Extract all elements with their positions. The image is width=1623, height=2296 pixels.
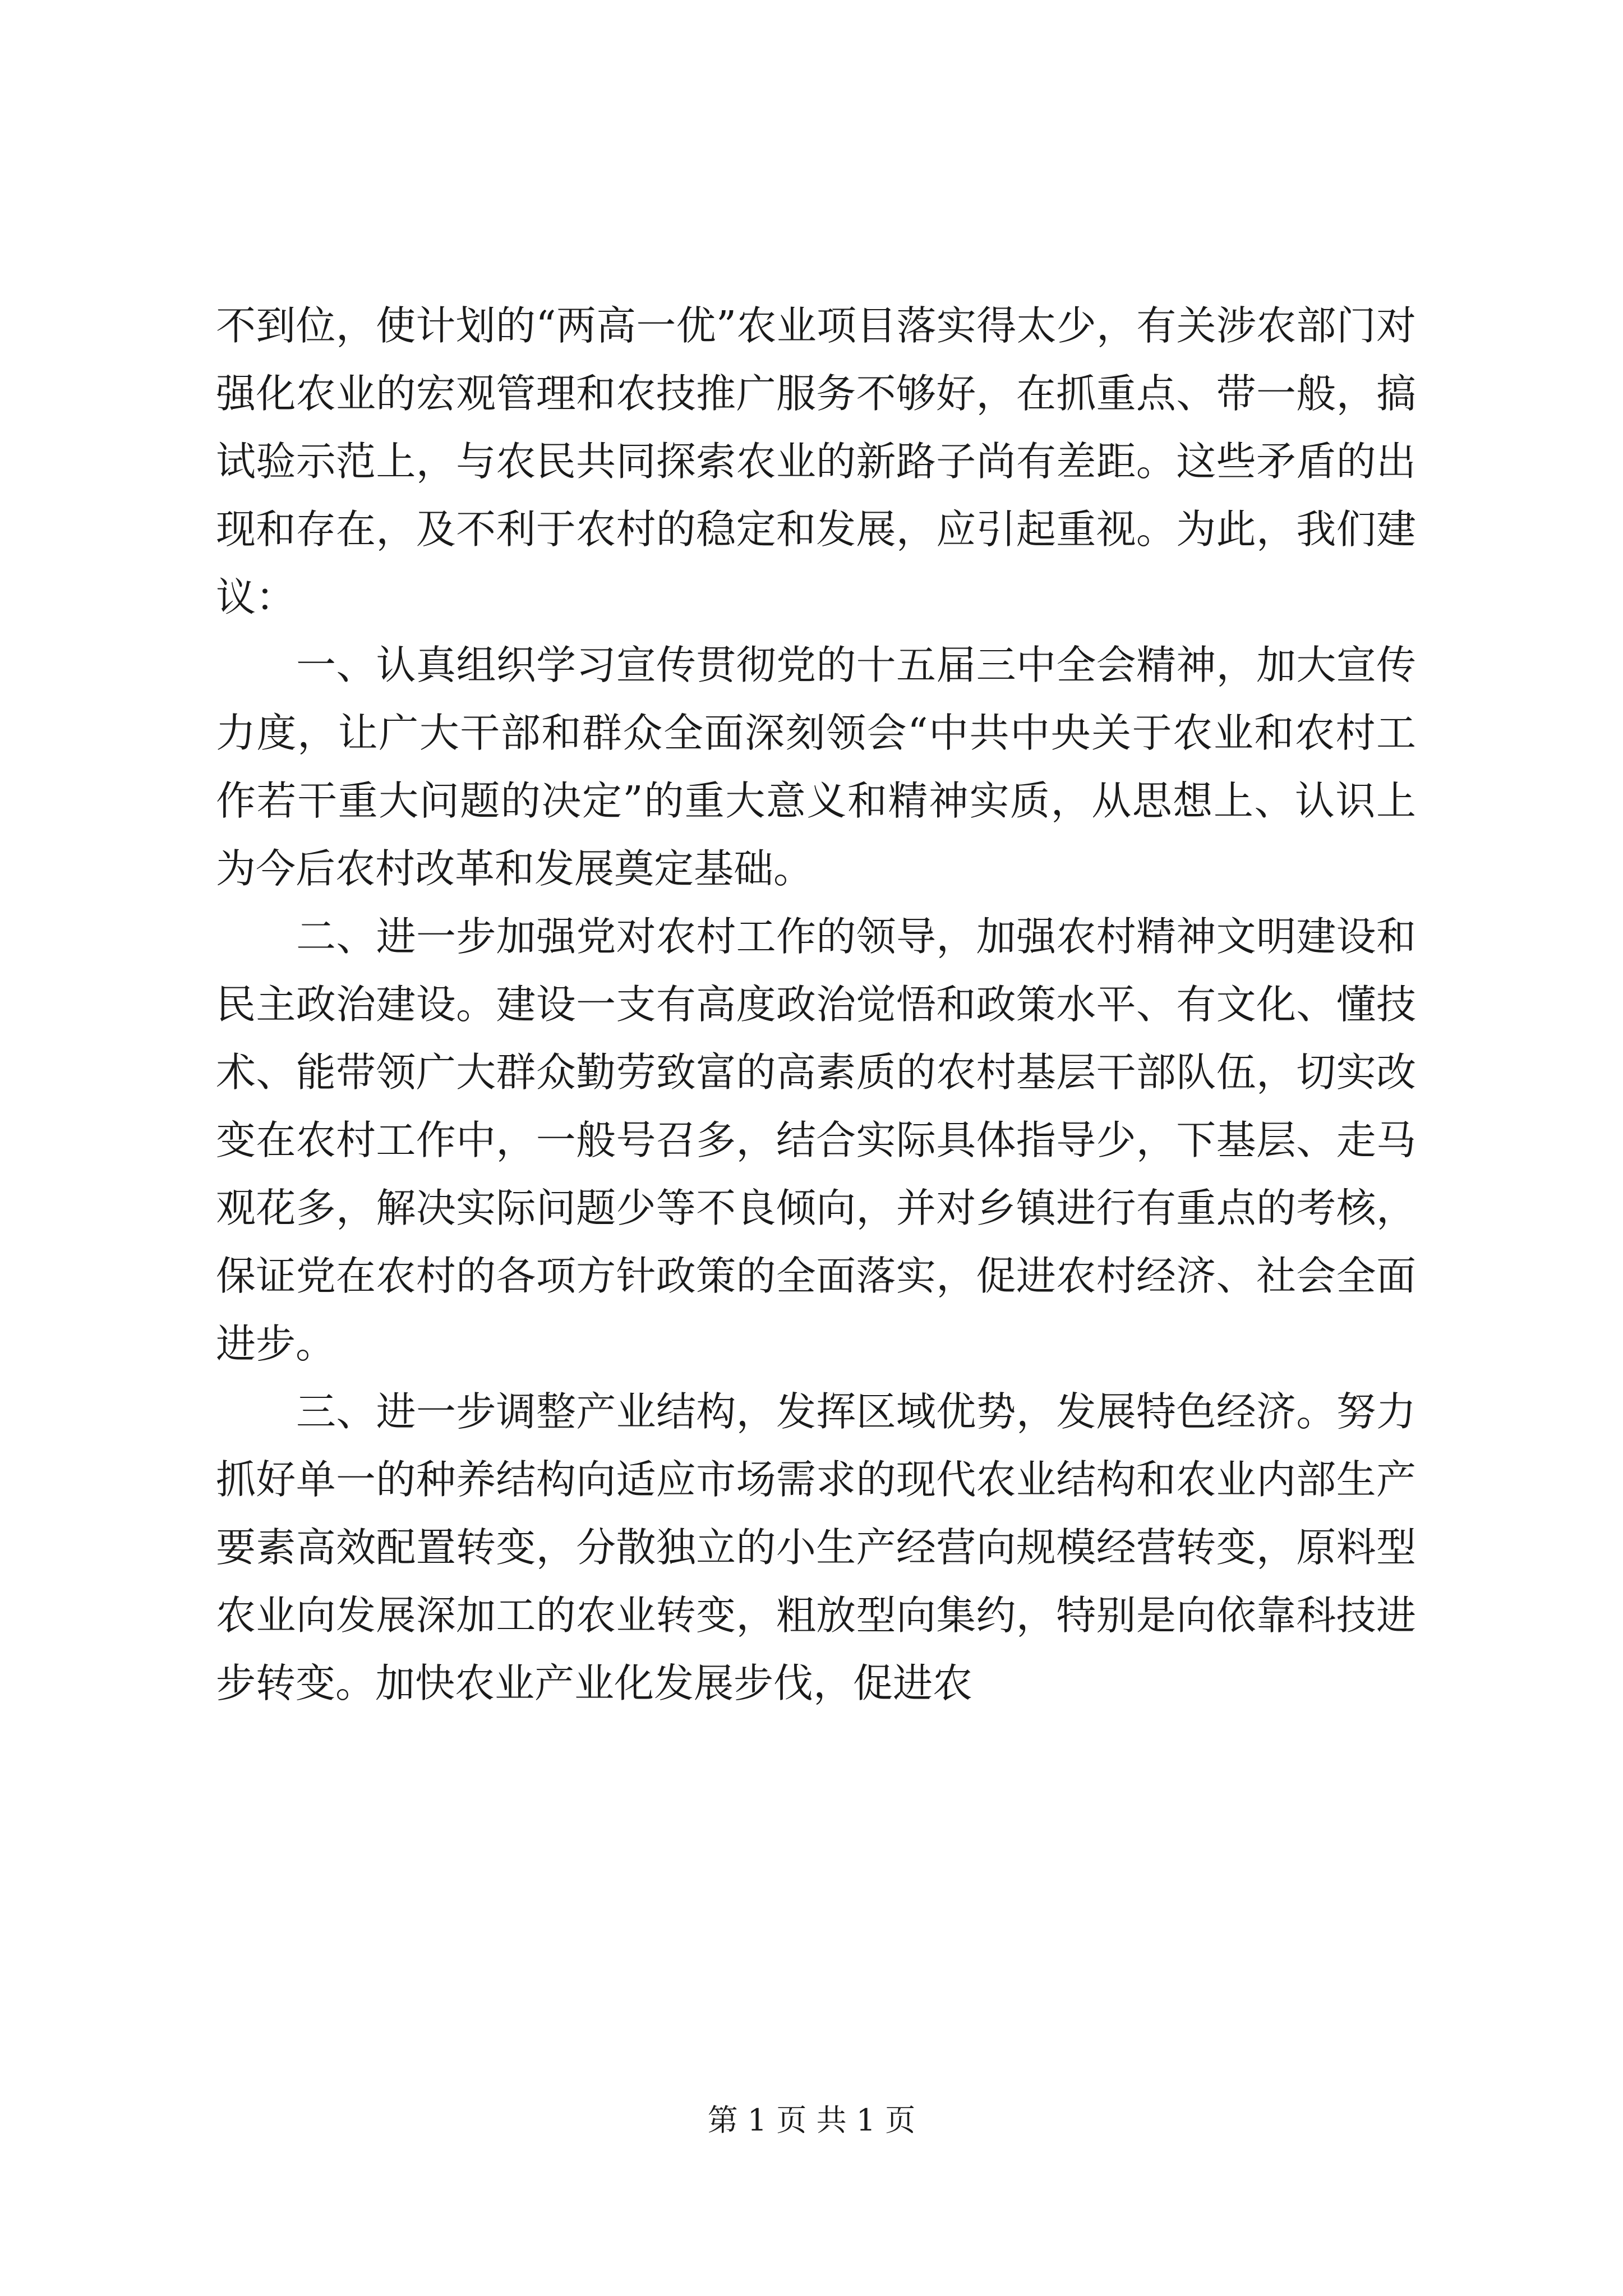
paragraph-continuation: 不到位，使计划的“两高一优”农业项目落实得太少，有关涉农部门对强化农业的宏观管理和农技推广服务不够好，在抓重点、带一般，搞试验示范上，与农民共同探索农业的新路子尚有差距。这些矛盾的出现和存在，及不利于农村的稳定和发展，应引起重视。为此，我们建议：: [216, 302, 1416, 620]
paragraph-item-2: 二、进一步加强党对农村工作的领导，加强农村精神文明建设和民主政治建设。建设一支有高度政治觉悟和政策水平、有文化、懂技术、能带领广大群众勤劳致富的高素质的农村基层干部队伍，切实改变在农村工作中，一般号召多，结合实际具体指导少，下基层、走马观花多，解决实际问题少等不良倾向，并对乡镇进行有重点的考核，保证党在农村的各项方针政策的全面落实，促进农村经济、社会全面进步。: [216, 913, 1416, 1367]
document-body: [216, 292, 1416, 1717]
page-footer: 第 1 页 共 1 页: [707, 2102, 916, 2138]
paragraph-item-3: 三、进一步调整产业结构，发挥区域优势，发展特色经济。努力抓好单一的种养结构向适应市场需求的现代农业结构和农业内部生产要素高效配置转变，分散独立的小生产经营向规模经营转变，原料型农业向发展深加工的农业转变，粗放型向集约，特别是向依靠科技进步转变。加快农业产业化发展步伐，促进农: [216, 1388, 1416, 1706]
paragraph-item-1: 一、认真组织学习宣传贯彻党的十五届三中全会精神，加大宣传力度，让广大干部和群众全面深刻领会“中共中央关于农业和农村工作若干重大问题的决定”的重大意义和精神实质，从思想上、认识上为今后农村改革和发展奠定基础。: [216, 642, 1416, 892]
